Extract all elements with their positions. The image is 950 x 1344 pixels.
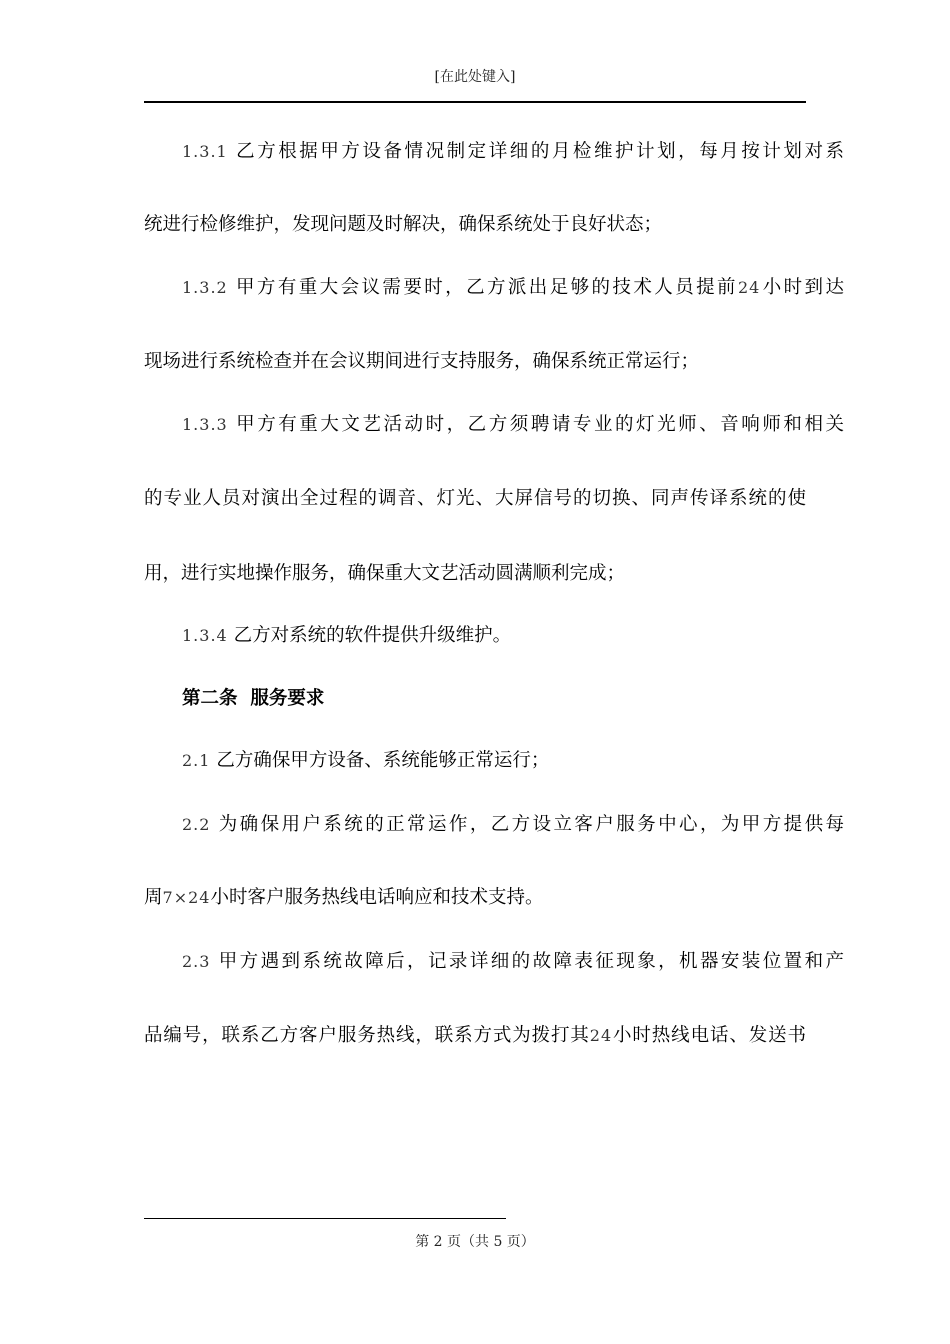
paragraph-2-3-line-2 bbox=[144, 1022, 806, 1050]
clause-text: 甲方有重大会议需要时，乙方派出足够的技术人员提前 bbox=[236, 277, 738, 298]
clause-text: 甲方有重大文艺活动时，乙方须聘请专业的灯光师、音响师和相关 bbox=[236, 414, 844, 435]
inline-number: 24 bbox=[589, 1026, 613, 1045]
clause-text: 乙方根据甲方设备情况制定详细的月检维护计划，每月按计划对系 bbox=[236, 141, 844, 162]
clause-text: 为确保用户系统的正常运作，乙方设立客户服务中心，为甲方提供每 bbox=[218, 814, 844, 835]
paragraph-1-3-3-line-3: 用，进行实地操作服务，确保重大文艺活动圆满顺利完成； bbox=[144, 563, 626, 584]
clause-text: 小时到达 bbox=[760, 277, 844, 298]
clause-number: 2.2 bbox=[182, 815, 211, 834]
clause-text: 乙方确保甲方设备、系统能够正常运行； bbox=[216, 750, 550, 771]
paragraph-1-3-2-line-2: 现场进行系统检查并在会议期间进行支持服务，确保系统正常运行； bbox=[144, 351, 700, 372]
clause-text: 小时热线电话、发送书 bbox=[612, 1025, 806, 1046]
paragraph-1-3-2-line-1 bbox=[144, 274, 844, 302]
clause-number: 2.1 bbox=[182, 751, 211, 770]
clause-number: 1.3.3 bbox=[182, 415, 228, 434]
paragraph-2-1 bbox=[144, 747, 844, 775]
paragraph-1-3-1-line-2: 统进行检修维护，发现问题及时解决，确保系统处于良好状态； bbox=[144, 214, 663, 235]
paragraph-2-3-line-1 bbox=[144, 948, 844, 976]
footer-divider bbox=[144, 1218, 506, 1219]
paragraph-2-2-line-1 bbox=[144, 811, 844, 839]
page-footer: 第 2 页（共 5 页） bbox=[415, 1234, 535, 1250]
clause-number: 2.3 bbox=[182, 952, 211, 971]
clause-number: 1.3.2 bbox=[182, 278, 228, 297]
header-divider bbox=[144, 101, 806, 103]
section-heading: 第二条 服务要求 bbox=[182, 688, 325, 709]
paragraph-1-3-3-line-2: 的专业人员对演出全过程的调音、灯光、大屏信号的切换、同声传译系统的使 bbox=[144, 488, 806, 509]
inline-number: 7×24 bbox=[162, 888, 211, 907]
page-header: [在此处键入] bbox=[434, 69, 516, 85]
paragraph-1-3-1-line-1 bbox=[144, 138, 844, 166]
clause-text: 甲方遇到系统故障后，记录详细的故障表征现象，机器安装位置和产 bbox=[218, 951, 844, 972]
clause-text: 品编号，联系乙方客户服务热线，联系方式为拨打其 bbox=[144, 1025, 590, 1046]
clause-text: 乙方对系统的软件提供升级维护。 bbox=[233, 625, 512, 646]
paragraph-1-3-4 bbox=[144, 622, 844, 650]
paragraph-1-3-3-line-1 bbox=[144, 411, 844, 439]
clause-number: 1.3.1 bbox=[182, 142, 228, 161]
clause-text: 小时客户服务热线电话响应和技术支持。 bbox=[210, 887, 544, 908]
clause-text: 周 bbox=[144, 887, 163, 908]
clause-number: 1.3.4 bbox=[182, 626, 228, 645]
paragraph-2-2-line-2 bbox=[144, 884, 806, 912]
inline-number: 24 bbox=[737, 278, 761, 297]
